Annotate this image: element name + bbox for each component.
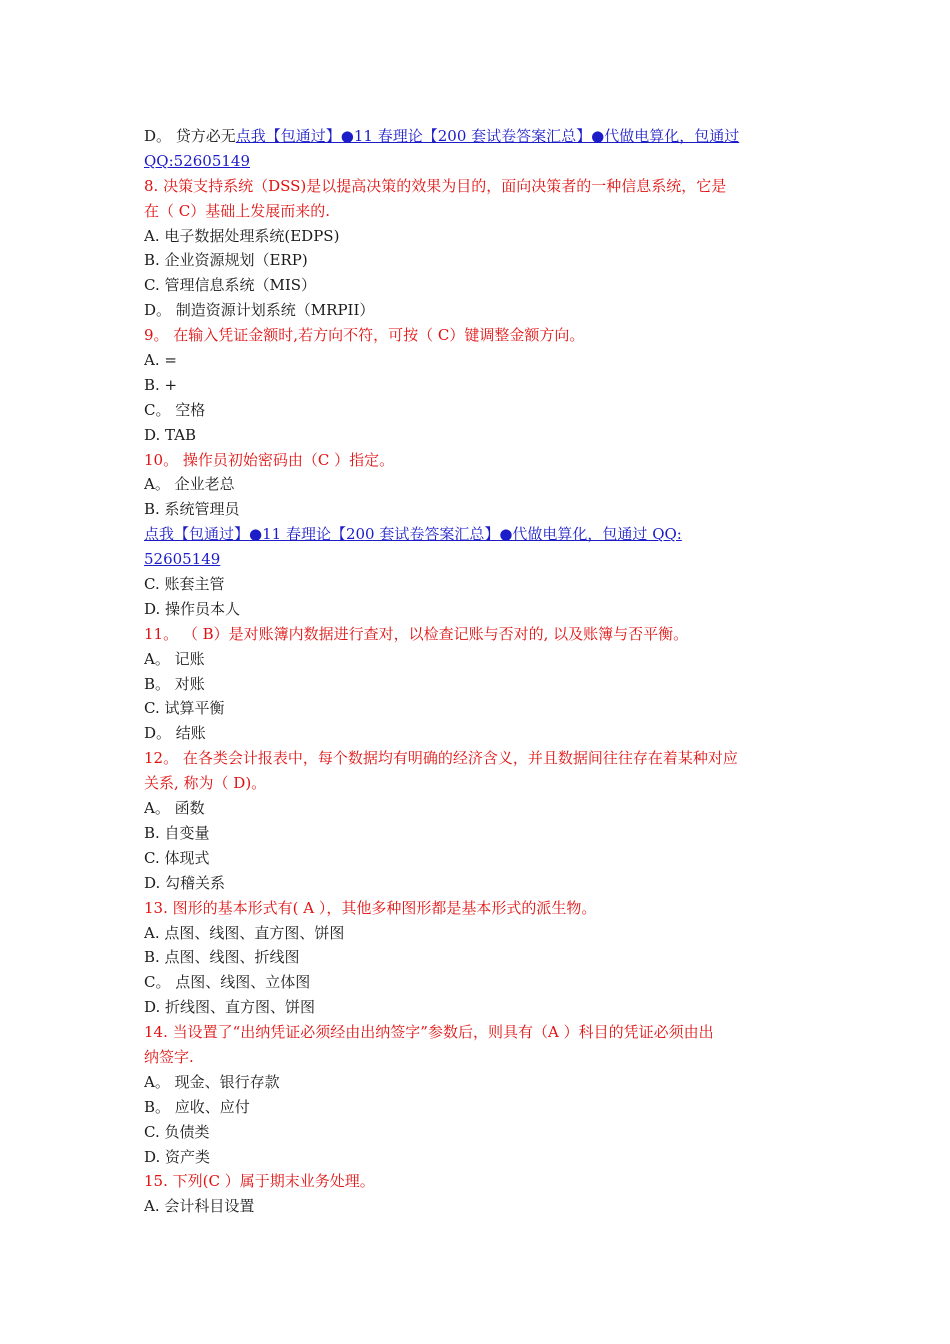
- option-line: A。 现金、银行存款: [144, 1072, 280, 1091]
- option-line: C. 负债类: [144, 1122, 210, 1141]
- option-line: C. 试算平衡: [144, 699, 225, 718]
- question-11: 11。 （ B）是对账簿内数据进行查对，以检查记账与否对的, 以及账簿与否平衡。: [144, 624, 689, 643]
- question-10: 10。 操作员初始密码由（C ）指定。: [144, 450, 395, 469]
- option-line: D. TAB: [144, 425, 197, 444]
- option-line: A. 会计科目设置: [144, 1197, 255, 1216]
- question-14-cont: 纳签字.: [144, 1047, 194, 1066]
- option-line: B. +: [144, 375, 178, 394]
- option-line: B。 应收、应付: [144, 1097, 250, 1116]
- option-line: B. 企业资源规划（ERP): [144, 251, 308, 270]
- option-line: D。 制造资源计划系统（MRPII）: [144, 301, 375, 320]
- promo-link[interactable]: 52605149: [144, 550, 221, 569]
- question-12-cont: 关系, 称为（ D)。: [144, 774, 267, 793]
- promo-link-line: [144, 522, 808, 547]
- question-13: 13. 图形的基本形式有( A ），其他多种图形都是基本形式的派生物。: [144, 898, 597, 917]
- question-8: 8. 决策支持系统（DSS)是以提高决策的效果为目的，面向决策者的一种信息系统，它是: [144, 176, 727, 195]
- question-15: 15. 下列(C ）属于期末业务处理。: [144, 1172, 375, 1191]
- option-line: D。 结账: [144, 724, 206, 743]
- option-line: A. 电子数据处理系统(EDPS): [144, 226, 340, 245]
- option-line: C. 管理信息系统（MIS）: [144, 276, 317, 295]
- option-line: D。 贷方必无点我【包通过】●11 春理论【200 套试卷答案汇总】●代做电算化，包通过: [144, 127, 740, 145]
- option-line: A。 记账: [144, 649, 205, 668]
- option-line: B. 自变量: [144, 823, 210, 842]
- promo-link-line: [144, 149, 808, 174]
- promo-link[interactable]: 点我【包通过】●11 春理论【200 套试卷答案汇总】●代做电算化，包通过 QQ:: [144, 525, 682, 544]
- option-line: A。 函数: [144, 799, 205, 818]
- option-line: A. =: [144, 351, 177, 370]
- option-line: A. 点图、线图、直方图、饼图: [144, 923, 345, 942]
- question-8-cont: 在（ C）基础上发展而来的.: [144, 201, 331, 220]
- option-line: D. 资产类: [144, 1147, 211, 1166]
- option-line: C。 空格: [144, 400, 206, 419]
- option-line: C. 体现式: [144, 848, 210, 867]
- option-line: D. 操作员本人: [144, 599, 241, 618]
- option-line: C. 账套主管: [144, 575, 225, 594]
- question-9: 9。 在输入凭证金额时,若方向不符，可按（ C）键调整金额方向。: [144, 326, 585, 345]
- question-14: 14. 当设置了“出纳凭证必须经由出纳签字”参数后，则具有（A ）科目的凭证必须由出: [144, 1023, 714, 1042]
- option-line: B. 点图、线图、折线图: [144, 948, 300, 967]
- option-line: D. 勾稽关系: [144, 873, 226, 892]
- promo-link[interactable]: QQ:52605149: [144, 151, 250, 170]
- question-12: 12。 在各类会计报表中，每个数据均有明确的经济含义，并且数据间往往存在着某种对应: [144, 749, 738, 768]
- document-page: [144, 124, 808, 1219]
- option-line: C。 点图、线图、立体图: [144, 973, 311, 992]
- promo-link[interactable]: 点我【包通过】●11 春理论【200 套试卷答案汇总】●代做电算化，包通过: [235, 127, 740, 145]
- promo-link-line: [144, 547, 808, 572]
- option-line: B. 系统管理员: [144, 500, 240, 519]
- option-line: B。 对账: [144, 674, 205, 693]
- option-line: A。 企业老总: [144, 475, 235, 494]
- option-line: D. 折线图、直方图、饼图: [144, 998, 316, 1017]
